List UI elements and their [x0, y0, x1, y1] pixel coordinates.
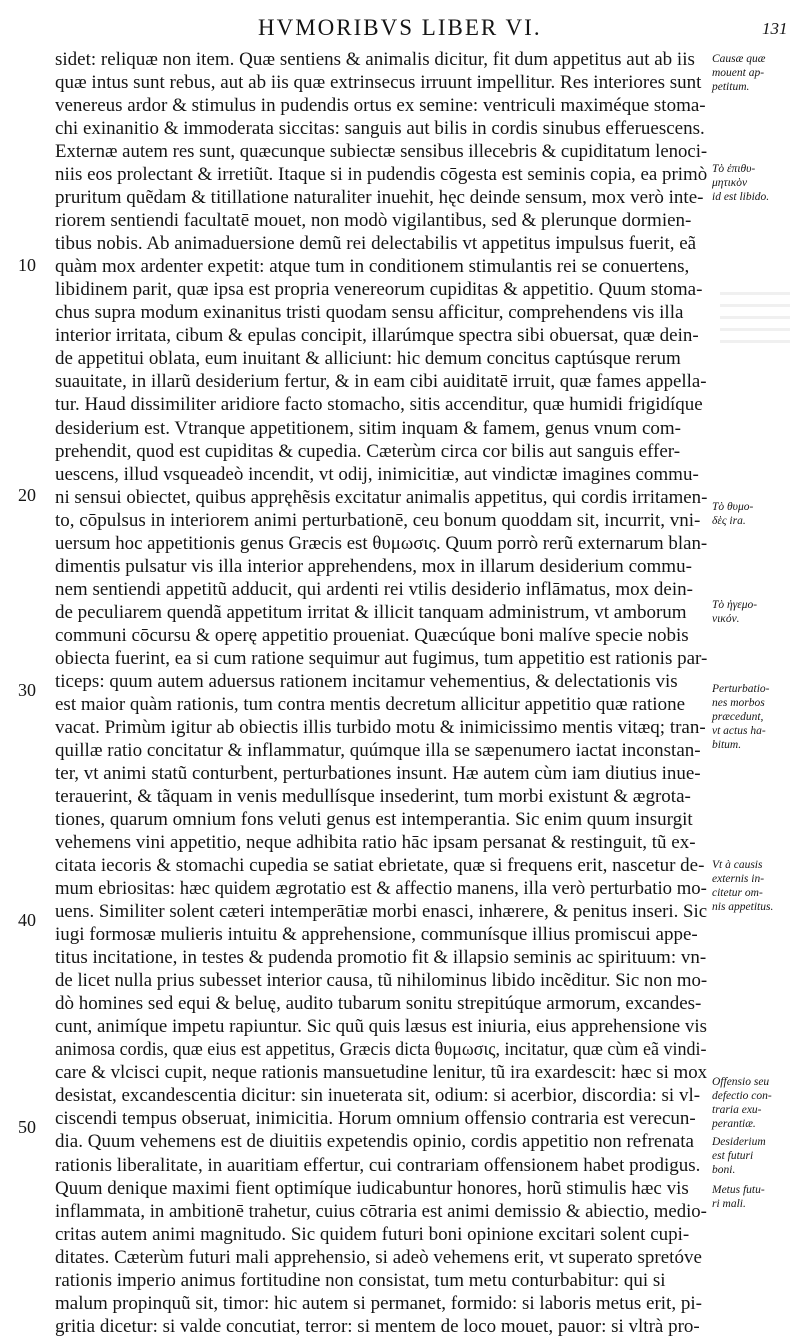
text-line: chi exinanitio & immoderata siccitas: sanguis aut bilis in cordis sinubus efferuescens.: [55, 118, 705, 140]
text-line: prehendit, quod est cupiditas & cupedia. Cæterùm circa cor bilis aut sanguis effer-: [55, 440, 681, 462]
running-head: HVMORIBVS LIBER VI.: [258, 15, 542, 40]
text-line: venereus ardor & stimulus in pudendis ortus ex semine: ventriculi maximéque stoma-: [55, 95, 706, 117]
text-line: terauerint, & tãquam in venis medullísque insederint, tum morbi existunt & ægrota-: [55, 786, 691, 807]
text-line: quæ intus sunt rebus, aut ab iis quæ extrinsecus irruunt impellitur. Res interiores sunt: [55, 72, 702, 94]
text-line: iugi formosæ mulieris intuitu & apprehensione, communísque illius promiscui appe-: [55, 924, 698, 946]
line-number-50: 50: [18, 1117, 36, 1137]
margin-note: Perturbatio- nes morbos præcedunt, vt actus ha- bitum.: [712, 683, 770, 751]
text-line: uens. Similiter solent cæteri intemperātiæ morbi enasci, inhærere, & penitus inseri. Sic: [55, 901, 708, 923]
text-line: ditates. Cæterùm futuri mali apprehensio, si adeò vehemens erit, vt superato spretóve: [55, 1246, 702, 1268]
text-line: critas autem animi magnitudo. Sic quidem futuri boni opinione excitari solent cupi-: [55, 1223, 690, 1245]
margin-note: Offensio seu defectio con- traria exu- perantiæ.: [712, 1076, 772, 1130]
show-through-text: [720, 283, 790, 343]
text-line: chus supra modum exinanitus tristi quodam sensu afficitur, comprehendens vis illa: [55, 302, 684, 324]
line-number-10: 10: [18, 255, 36, 275]
line-number-20: 20: [18, 485, 36, 505]
margin-note: Desiderium est futuri boni.: [712, 1136, 766, 1176]
margin-note: Causæ quæ mouent ap- petitum.: [712, 53, 766, 93]
text-line: de peculiarem quendã appetitum irritat & illicit tanquam administrum, vt amborum: [55, 601, 687, 623]
text-line: tiones, quarum omnium fons veluti genus est intemperantia. Sic enim quum insurgit: [55, 809, 693, 831]
page-number: 131: [762, 19, 788, 38]
text-line: uescens, illud vsqueadeò incendit, vt odij, inimicitiæ, aut vindictæ imagines commu-: [55, 463, 699, 485]
text-line: mum ebriositas: hæc quidem ægrotatio est & affectio manens, illa verò perturbatio mo-: [55, 878, 707, 900]
text-line: ciscendi tempus obseruat, inimicitia. Horum omnium offensio contraria est verecun-: [55, 1108, 696, 1130]
text-line: malum propinquũ sit, timor: hic autem si permanet, formido: si laboris metus erit, pi-: [55, 1292, 702, 1314]
text-line: inflammata, in ambitionē trahetur, cuius cōtraria est animi demissio & abiectio, medio-: [55, 1200, 707, 1222]
text-line: tur. Haud dissimiliter aridiore facto stomacho, sitis accenditur, quæ humidi frigidíque: [55, 394, 703, 416]
text-line: de licet nulla prius subesset interior causa, tũ nihilominus libido incẽditur. Sic non mo-: [55, 970, 708, 992]
line-number-30: 30: [18, 680, 36, 700]
text-line: uersum hoc appetitionis genus Græcis est θυμωσις. Quum porrò rerũ externarum blan-: [55, 532, 708, 554]
margin-note: Metus futu- ri mali.: [712, 1184, 765, 1210]
text-line: gritia dicetur: si valde concutiat, terror: si mentem de loco mouet, pauor: si vltrà pro-: [55, 1315, 700, 1337]
text-line: animosa cordis, quæ eius est appetitus, Græcis dicta θυμωσις, incitatur, quæ cùm eã vindi-: [55, 1039, 707, 1061]
text-line: to, cōpulsus in interiorem animi perturbationē, ceu bonum quoddam sit, incurrit, vni-: [55, 509, 701, 531]
text-line: dò homines sed equi & beluę, audito tubarum sonitu strepitúque armorum, excandes-: [55, 993, 702, 1015]
text-line: est maior quàm rationis, tum contra mentis decretum allicitur appetitio quæ ratione: [55, 693, 685, 715]
text-line: sidet: reliquæ non item. Quæ sentiens & animalis dicitur, fit dum appetitus aut ab iis: [55, 49, 695, 70]
text-line: quàm mox ardenter expetit: atque tum in conditionem stimulantis rei se conuertens,: [55, 256, 690, 278]
text-line: riorem sentiendi facultatē mouet, non modò vigilantibus, sed & plerunque dormien-: [55, 210, 692, 232]
text-line: rationis imperio animus fortitudine non consistat, tum metu conturbabitur: qui si: [55, 1269, 666, 1291]
text-line: vacat. Primùm igitur ab obiectis illis turbido motu & inimicissimo mentis vitæq; tran-: [55, 716, 706, 738]
margin-note: Vt à causis externis in- citetur om- nis appetitus.: [712, 859, 774, 913]
line-number-40: 40: [18, 910, 36, 930]
text-line: de appetitui oblata, eum inuitant & alliciunt: hic demum concitus captúsque rerum: [55, 348, 681, 370]
text-line: communi cōcursu & operę appetitio proueniat. Quæcúque boni malíve specie nobis: [55, 624, 689, 646]
text-line: suauitate, in illarũ desiderium fertur, & in eam cibi auiditatē irruit, quæ fames appella-: [55, 371, 707, 393]
text-line: libidinem parit, quæ ipsa est propria venereorum cupiditas & appetitio. Quum stoma-: [55, 279, 703, 301]
text-line: obiecta fuerint, ea si cum ratione sequimur aut fugimus, tum appetitio est rationis par-: [55, 647, 708, 669]
text-line: tibus nobis. Ab animaduersione demũ rei delectabilis vt appetitus impulsus fuerit, eã: [55, 233, 697, 255]
text-line: ticeps: quum autem aduersus rationem incitamur vehementius, & delectationis vis: [55, 670, 678, 692]
text-line: citata iecoris & stomachi cupedia se satiat ebrietate, quæ si frequens erit, nascetur de-: [55, 855, 705, 877]
text-line: rationis liberalitate, in auaritiam effertur, cui contrariam offensionem habet prodigus.: [55, 1154, 701, 1176]
body-text: [55, 48, 707, 1338]
text-line: ter, vt animi statũ conturbent, perturbationes insunt. Hæ autem cùm iam diutius inue-: [55, 762, 701, 784]
text-line: dia. Quum vehemens est de diuitiis expetendis opinio, cordis appetitio non refrenata: [55, 1131, 694, 1153]
text-line: vehemens vini appetitio, neque adhibita ratio hāc ipsam persanat & restinguit, tũ ex-: [55, 832, 696, 854]
text-line: quillæ ratio concitatur & inflammatur, quúmque illa se sæpenumero iactat inconstan-: [55, 739, 701, 761]
text-line: titus incitatione, in testes & pudenda promotio fit & illapsio seminis ac spirituum: vn-: [55, 947, 707, 969]
text-line: Quum denique maximi fient optimíque iudicabuntur honores, horũ stimulis hæc vis: [55, 1177, 689, 1199]
text-line: care & vlcisci cupit, neque rationis mansuetudine lenitur, tũ ira exardescit: hæc si mox: [55, 1062, 708, 1084]
margin-note: Τὸ θυμο- δὲς ira.: [712, 501, 754, 527]
margin-note: Τὸ ἡγεμο- νικόν.: [712, 599, 758, 625]
text-line: desiderium est. Vtranque appetitionem, sitim inquam & famem, genus vnum com-: [55, 417, 681, 439]
text-line: niis eos prolectant & irretiũt. Itaque si in pudendis cōgesta est seminis copia, ea primò: [55, 164, 708, 186]
text-line: Externæ autem res sunt, quæcunque subiectæ sensibus illecebris & cupiditatum lenoci-: [55, 141, 708, 163]
text-line: dimentis pulsatur vis illa interior apprehendens, mox in illarum desiderium commu-: [55, 555, 692, 577]
margin-note: Τὸ ἐπιθυ- μητικὸν id est libido.: [712, 163, 770, 203]
text-line: ni sensui obiectet, quibus appręhẽsis excitatur animalis appetitus, qui cordis irritamen-: [55, 486, 708, 508]
text-line: pruritum quẽdam & titillatione naturaliter inuehit, hęc deinde sensum, mox verò inte-: [55, 187, 704, 209]
text-line: nem sentiendi appetitũ adducit, qui ardenti rei vtilis desiderio inflāmatus, mox dein-: [55, 578, 693, 600]
text-line: cunt, animíque impetu rapiuntur. Sic quũ quis læsus est iniuria, eius apprehensione vis: [55, 1016, 707, 1038]
text-line: interior irritata, cibum & epulas concipit, illarúmque spectra sibi obuersat, quæ dein-: [55, 325, 699, 347]
text-line: desistat, excandescentia dicitur: sin inueterata sit, odium: si acerbior, discordia: si vl-: [55, 1085, 701, 1107]
